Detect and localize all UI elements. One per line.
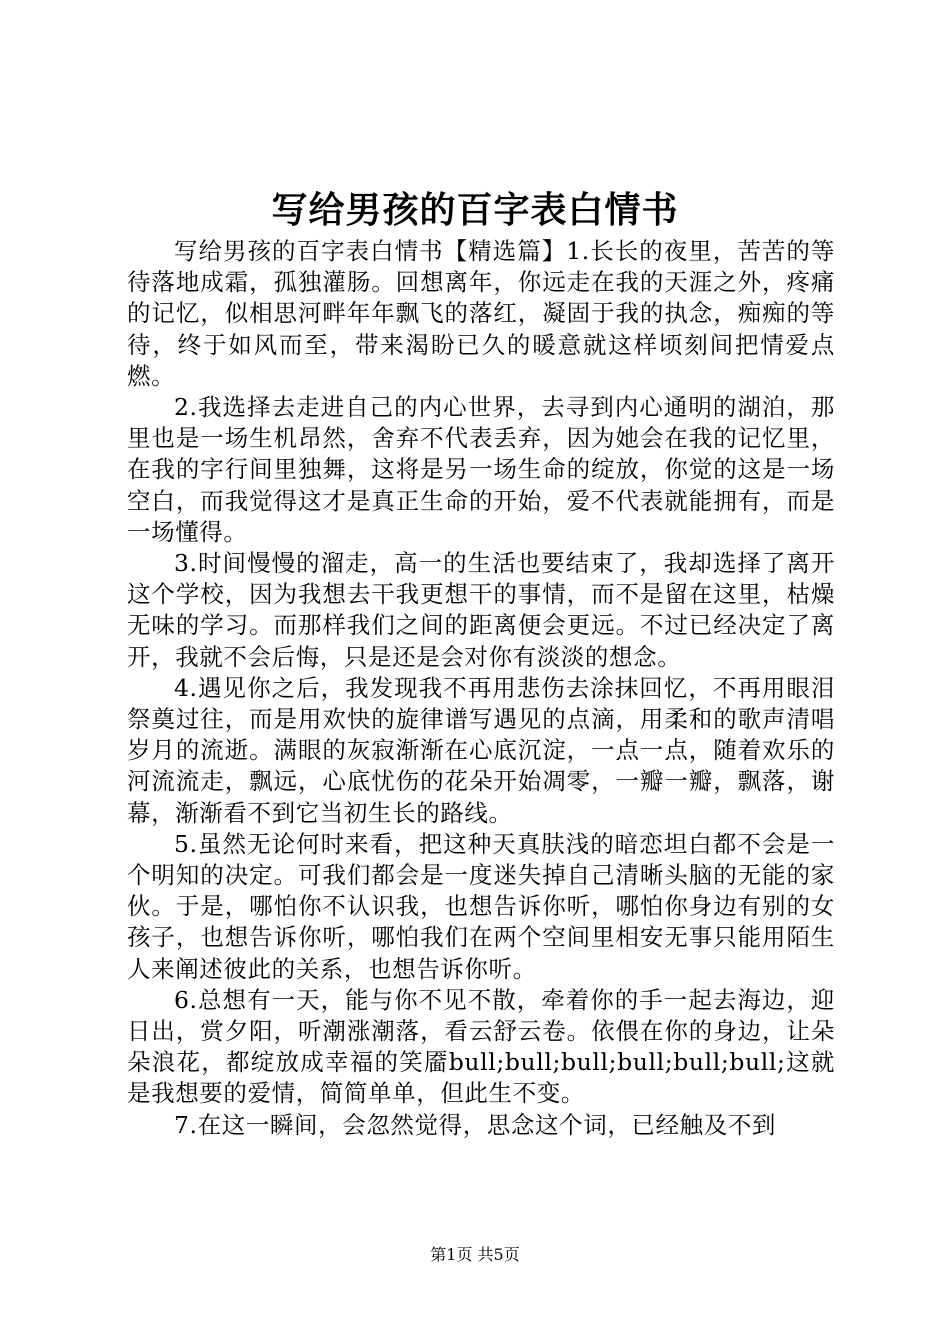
paragraph-2: 2.我选择去走进自己的内心世界，去寻到内心通明的湖泊，那里也是一场生机昂然，舍弃不代表丢弃，因为她会在我的记忆里，在我的字行间里独舞，这将是另一场生命的绽放，你觉的这是一场空白，而我觉得这才是真正生命的开始，爱不代表就能拥有，而是一场懂得。 bbox=[127, 393, 835, 546]
page-footer: 第1页 共5页 bbox=[430, 1245, 520, 1264]
paragraph-4: 4.遇见你之后，我发现我不再用悲伤去涂抹回忆，不再用眼泪祭奠过往，而是用欢快的旋律谱写遇见的点滴，用柔和的歌声清唱岁月的流逝。满眼的灰寂渐渐在心底沉淀，一点一点，随着欢乐的河流流走，飘远，心底忧伤的花朵开始凋零，一瓣一瓣，飘落，谢幕，渐渐看不到它当初生长的路线。 bbox=[127, 673, 835, 827]
paragraph-5: 5.虽然无论何时来看，把这种天真肤浅的暗恋坦白都不会是一个明知的决定。可我们都会是一度迷失掉自己清晰头脑的无能的家伙。于是，哪怕你不认识我，也想告诉你听，哪怕你身边有别的女孩子，也想告诉你听，哪怕我们在两个空间里相安无事只能用陌生人来阐述彼此的关系，也想告诉你听。 bbox=[127, 829, 835, 983]
paragraph-3: 3.时间慢慢的溜走，高一的生活也要结束了，我却选择了离开这个学校，因为我想去干我更想干的事情，而不是留在这里，枯燥无味的学习。而那样我们之间的距离便会更远。不过已经决定了离开，我就不会后悔，只是还是会对你有淡淡的想念。 bbox=[127, 549, 835, 671]
document-title: 写给男孩的百字表白情书 bbox=[271, 189, 679, 231]
document-body bbox=[127, 236, 835, 1141]
paragraph-7: 7.在这一瞬间，会忽然觉得，思念这个词，已经触及不到 bbox=[174, 1110, 777, 1139]
paragraph-6: 6.总想有一天，能与你不见不散，牵着你的手一起去海边，迎日出，赏夕阳，听潮涨潮落，看云舒云卷。依偎在你的身边，让朵朵浪花，都绽放成幸福的笑靥bull;bull;bull;bull;bull;bull;这就是我想要的爱情，简简单单，但此生不变。 bbox=[127, 985, 835, 1108]
paragraph-1: 写给男孩的百字表白情书【精选篇】1.长长的夜里，苦苦的等待落地成霜，孤独灌肠。回想离年，你远走在我的天涯之外，疼痛的记忆，似相思河畔年年飘飞的落红，凝固于我的执念，痴痴的等待，终于如风而至，带来渴盼已久的暖意就这样顷刻间把情爱点燃。 bbox=[127, 237, 835, 390]
